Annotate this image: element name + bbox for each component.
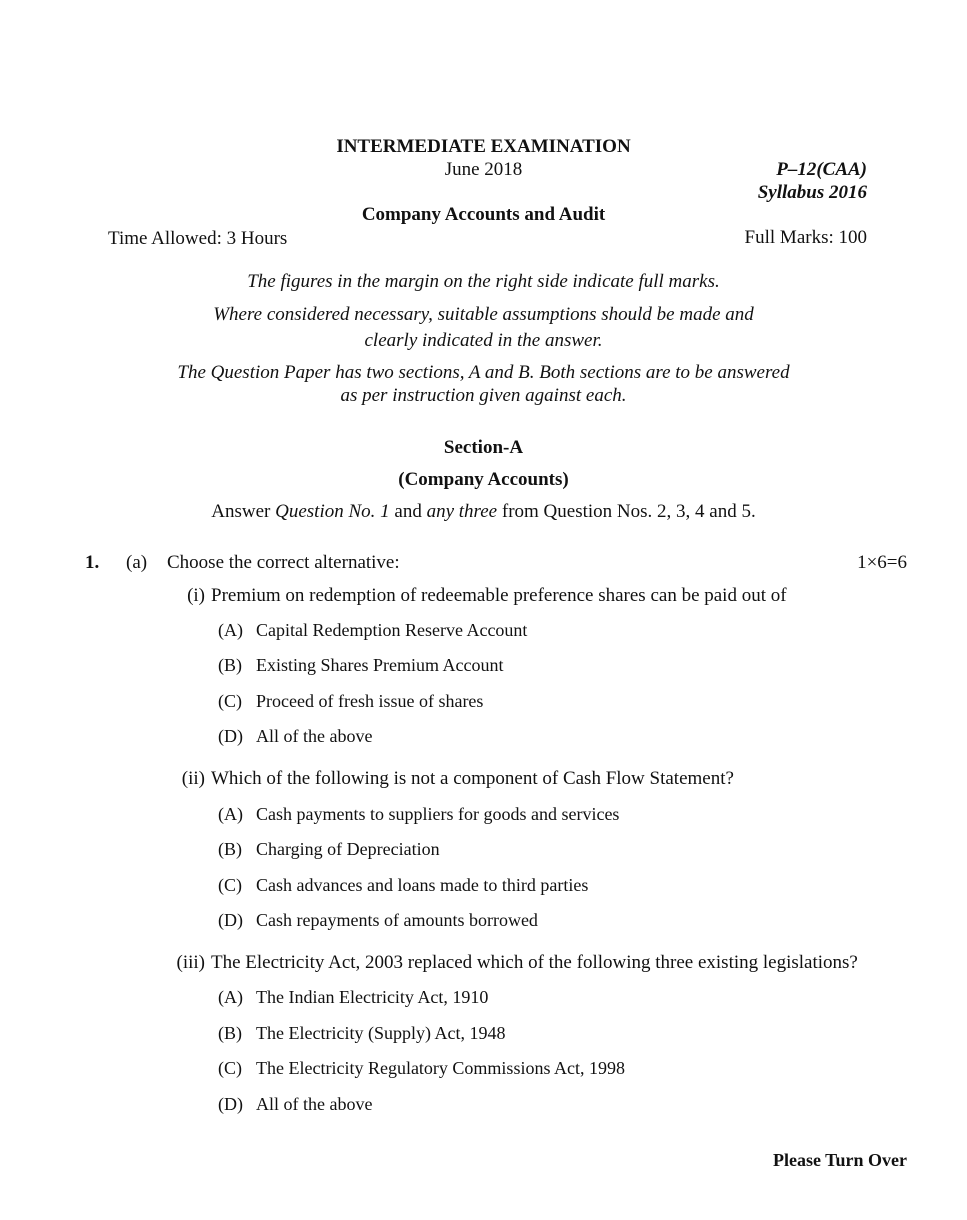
- full-marks: Full Marks: 100: [744, 227, 867, 248]
- subquestion: [165, 952, 858, 974]
- question-part-label: (a): [126, 552, 148, 573]
- option-text: Cash repayments of amounts borrowed: [256, 910, 538, 930]
- subquestion-text: Which of the following is not a component of Cash Flow Statement?: [211, 768, 734, 789]
- option: [218, 1094, 372, 1115]
- option: [218, 691, 483, 712]
- subquestion-text: The Electricity Act, 2003 replaced which of the following three existing legislations?: [211, 952, 858, 973]
- option-label: (C): [218, 691, 242, 711]
- option-text: Cash payments to suppliers for goods and services: [256, 804, 620, 824]
- option: [218, 875, 588, 896]
- subquestion-label: (ii): [181, 768, 205, 789]
- option-label: (B): [218, 839, 242, 859]
- option-label: (D): [218, 726, 243, 746]
- subquestion-text: Premium on redemption of redeemable preference shares can be paid out of: [211, 585, 787, 606]
- option-label: (A): [218, 804, 243, 824]
- option-text: The Electricity (Supply) Act, 1948: [256, 1023, 506, 1043]
- answer-question: Question No. 1: [275, 501, 390, 522]
- option-text: All of the above: [256, 726, 373, 746]
- option: [218, 620, 527, 641]
- instruction-assumptions: Where considered necessary, suitable assumptions should be made and: [213, 304, 754, 325]
- option-label: (B): [218, 1023, 242, 1043]
- option: [218, 910, 538, 931]
- option-text: Existing Shares Premium Account: [256, 655, 504, 675]
- option-text: Capital Redemption Reserve Account: [256, 620, 528, 640]
- option: [218, 839, 440, 860]
- instruction-marks: The figures in the margin on the right side indicate full marks.: [247, 271, 720, 292]
- option: [218, 804, 619, 825]
- option: [218, 655, 503, 676]
- option-label: (D): [218, 910, 243, 930]
- instruction-sections-cont: as per instruction given against each.: [340, 385, 627, 406]
- option-text: Charging of Depreciation: [256, 839, 440, 859]
- option: [218, 987, 488, 1008]
- answer-mid: and: [389, 501, 427, 522]
- exam-session: June 2018: [444, 159, 523, 180]
- option-label: (A): [218, 987, 243, 1007]
- instruction-sections: The Question Paper has two sections, A and B. Both sections are to be answered: [177, 362, 790, 383]
- subquestion-label: (i): [187, 585, 205, 606]
- option-label: (A): [218, 620, 243, 640]
- option-label: (C): [218, 1058, 242, 1078]
- answer-suffix: from Question Nos. 2, 3, 4 and 5.: [497, 501, 756, 522]
- option-label: (C): [218, 875, 242, 895]
- subquestion-label: (iii): [176, 952, 205, 973]
- page-footer-turn-over: Please Turn Over: [773, 1150, 907, 1170]
- syllabus: Syllabus 2016: [757, 182, 867, 203]
- option: [218, 1058, 625, 1079]
- answer-prefix: Answer: [211, 501, 276, 522]
- subject-title: Company Accounts and Audit: [361, 204, 606, 225]
- option-text: Proceed of fresh issue of shares: [256, 691, 484, 711]
- option-text: The Electricity Regulatory Commissions Act, 1998: [256, 1058, 625, 1078]
- option-label: (B): [218, 655, 242, 675]
- option-text: All of the above: [256, 1094, 373, 1114]
- subquestion: [165, 585, 787, 607]
- paper-code: P–12(CAA): [776, 159, 867, 180]
- exam-title: INTERMEDIATE EXAMINATION: [336, 136, 631, 157]
- time-allowed: Time Allowed: 3 Hours: [108, 228, 288, 249]
- subquestion: [165, 768, 734, 790]
- option: [218, 726, 372, 747]
- question-part-text: Choose the correct alternative:: [167, 552, 400, 573]
- section-subtitle: (Company Accounts): [398, 469, 569, 490]
- option-text: Cash advances and loans made to third parties: [256, 875, 589, 895]
- instruction-assumptions-cont: clearly indicated in the answer.: [364, 330, 603, 351]
- question-number: 1.: [85, 552, 100, 573]
- option-label: (D): [218, 1094, 243, 1114]
- option: [218, 1023, 505, 1044]
- section-title: Section-A: [443, 437, 524, 458]
- question-marks: 1×6=6: [857, 552, 907, 573]
- section-answer-instruction: [0, 501, 967, 523]
- option-text: The Indian Electricity Act, 1910: [256, 987, 489, 1007]
- answer-any: any three: [426, 501, 498, 522]
